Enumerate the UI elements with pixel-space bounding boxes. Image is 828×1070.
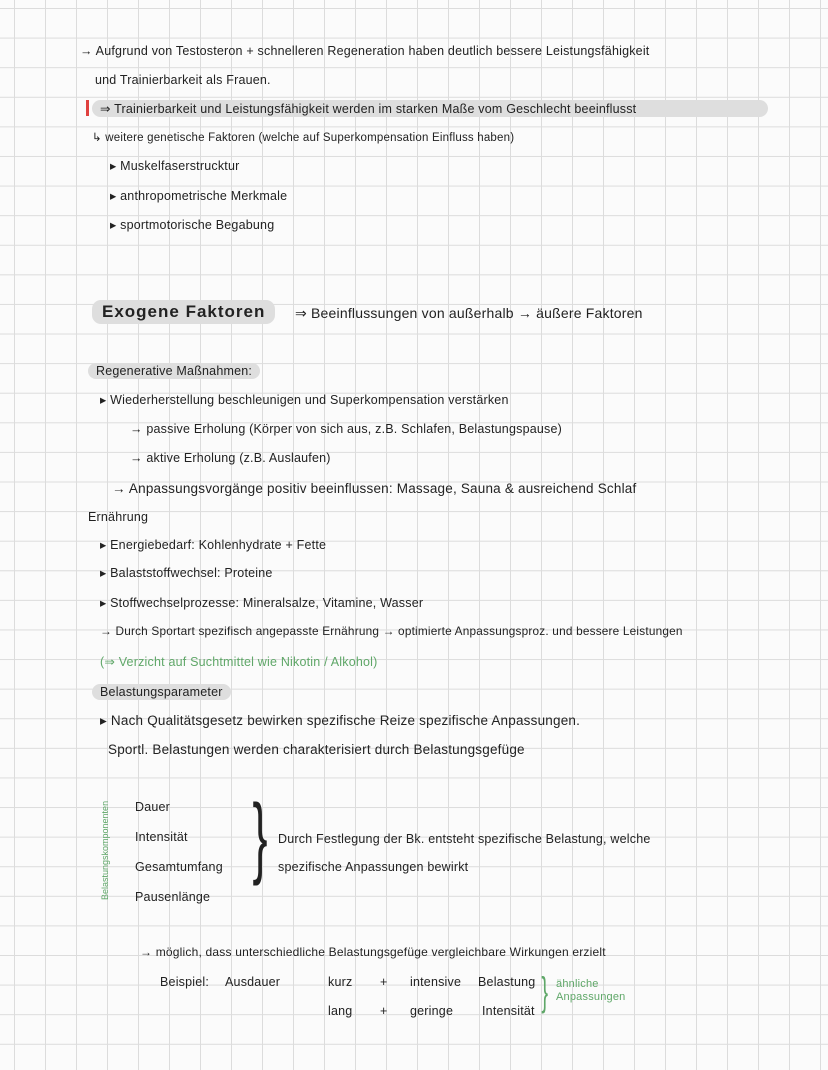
- example-sport: Ausdauer: [225, 975, 281, 989]
- text-line: und Trainierbarkeit als Frauen.: [95, 73, 271, 87]
- list-item: ▸ Balaststoffwechsel: Proteine: [100, 566, 273, 580]
- list-item: ▸ anthropometrische Merkmale: [110, 189, 288, 203]
- subheading-ernaehrung: Ernährung: [88, 510, 149, 524]
- list-item: → passive Erholung (Körper von sich aus, z.B. Schlafen, Belastungspause): [130, 422, 562, 436]
- curly-brace-icon: }: [252, 787, 268, 887]
- example-cell: intensive: [410, 975, 462, 989]
- text-line: Sportl. Belastungen werden charakterisiert durch Belastungsgefüge: [108, 742, 525, 757]
- example-cell: +: [380, 975, 388, 989]
- example-cell: Belastung: [478, 975, 536, 989]
- list-item: → Anpassungsvorgänge positiv beeinflussen: Massage, Sauna & ausreichend Schlaf: [112, 481, 637, 496]
- component-item: Dauer: [135, 800, 171, 814]
- list-item: ▸ Wiederherstellung beschleunigen und Superkompensation verstärken: [100, 393, 509, 407]
- list-item: → aktive Erholung (z.B. Auslaufen): [130, 451, 331, 465]
- list-item: ▸ Nach Qualitätsgesetz bewirken spezifische Reize spezifische Anpassungen.: [100, 713, 581, 728]
- red-margin-mark: [86, 100, 89, 116]
- subheading-belastung: Belastungsparameter: [92, 684, 231, 700]
- green-brace-icon: }: [541, 970, 549, 1014]
- list-item: ▸ sportmotorische Begabung: [110, 218, 275, 232]
- subheading-regen: Regenerative Maßnahmen:: [88, 363, 260, 379]
- component-item: Pausenlänge: [135, 890, 211, 904]
- section-heading-exogen: Exogene Faktoren: [92, 300, 275, 324]
- example-result: ähnliche Anpassungen: [556, 978, 626, 1003]
- example-cell: +: [380, 1004, 388, 1018]
- list-item: ▸ Muskelfaserstrucktur: [110, 159, 240, 173]
- list-item: → Durch Sportart spezifisch angepasste Ernährung → optimierte Anpassungsproz. und bessere Leistungen: [100, 624, 683, 638]
- text-line: ↳ weitere genetische Faktoren (welche auf Superkompensation Einfluss haben): [92, 132, 515, 144]
- list-item: ▸ Stoffwechselprozesse: Mineralsalze, Vitamine, Wasser: [100, 596, 424, 610]
- component-description: spezifische Anpassungen bewirkt: [278, 860, 469, 874]
- example-cell: lang: [328, 1004, 353, 1018]
- section-description: ⇒ Beeinflussungen von außerhalb → äußere Faktoren: [295, 305, 643, 321]
- highlighted-conclusion: ⇒ Trainierbarkeit und Leistungsfähigkeit werden im starken Maße vom Geschlecht beeinflusst: [92, 100, 768, 117]
- list-item: ▸ Energiebedarf: Kohlenhydrate + Fette: [100, 538, 327, 552]
- example-cell: geringe: [410, 1004, 454, 1018]
- green-note: (⇒ Verzicht auf Suchtmittel wie Nikotin / Alkohol): [100, 655, 378, 669]
- example-cell: Intensität: [482, 1004, 535, 1018]
- component-item: Intensität: [135, 830, 188, 844]
- vertical-label: Belastungskomponenten: [100, 800, 110, 900]
- text-line: → möglich, dass unterschiedliche Belastungsgefüge vergleichbare Wirkungen erzielt: [140, 945, 606, 959]
- example-label: Beispiel:: [160, 975, 210, 989]
- text-line: → Aufgrund von Testosteron + schnelleren Regeneration haben deutlich bessere Leistungsfähigkeit: [80, 44, 650, 58]
- example-cell: kurz: [328, 975, 353, 989]
- component-description: Durch Festlegung der Bk. entsteht spezifische Belastung, welche: [278, 832, 651, 846]
- component-item: Gesamtumfang: [135, 860, 223, 874]
